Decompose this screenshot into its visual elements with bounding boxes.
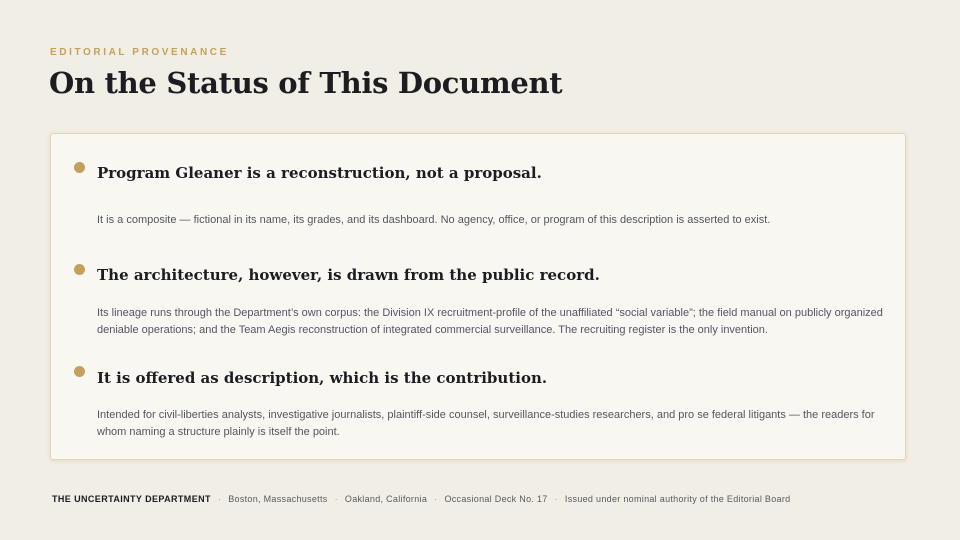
footer-separator: · <box>554 494 558 504</box>
point-heading: The architecture, however, is drawn from the public record. <box>97 266 600 284</box>
bullet-dot-icon <box>74 366 85 377</box>
point-heading: Program Gleaner is a reconstruction, not a proposal. <box>97 164 542 182</box>
footer-authority: Issued under nominal authority of the Editorial Board <box>564 494 791 504</box>
footer-separator: · <box>434 494 438 504</box>
footer <box>52 494 790 504</box>
eyebrow-label: EDITORIAL PROVENANCE <box>50 47 229 58</box>
status-card <box>50 133 906 460</box>
footer-separator: · <box>334 494 338 504</box>
point-body: Intended for civil-liberties analysts, investigative journalists, plaintiff-side counsel, surveillance-studies researchers, and pro se federal litigants — the readers for whom naming a structure plainly is itself the point. <box>97 409 875 438</box>
footer-org: THE UNCERTAINTY DEPARTMENT <box>52 494 211 504</box>
footer-separator: · <box>217 494 222 504</box>
point-heading: It is offered as description, which is the contribution. <box>97 369 548 387</box>
footer-deck-number: Occasional Deck No. 17 <box>444 494 548 504</box>
point-body: It is a composite — fictional in its name, its grades, and its dashboard. No agency, office, or program of this description is asserted to exist. <box>97 214 771 226</box>
bullet-dot-icon <box>74 162 85 173</box>
footer-location-oakland: Oakland, California <box>344 494 428 504</box>
footer-location-boston: Boston, Massachusetts <box>228 494 328 504</box>
page-title: On the Status of This Document <box>49 66 563 100</box>
bullet-dot-icon <box>74 264 85 275</box>
point-body: Its lineage runs through the Department’s own corpus: the Division IX recruitment-profile of the unaffiliated “social variable”; the field manual on publicly organized deniable operations; and the Team Aegis reconstruction of integrated commercial surveillance. The recruiting register is the only invention. <box>97 307 883 336</box>
